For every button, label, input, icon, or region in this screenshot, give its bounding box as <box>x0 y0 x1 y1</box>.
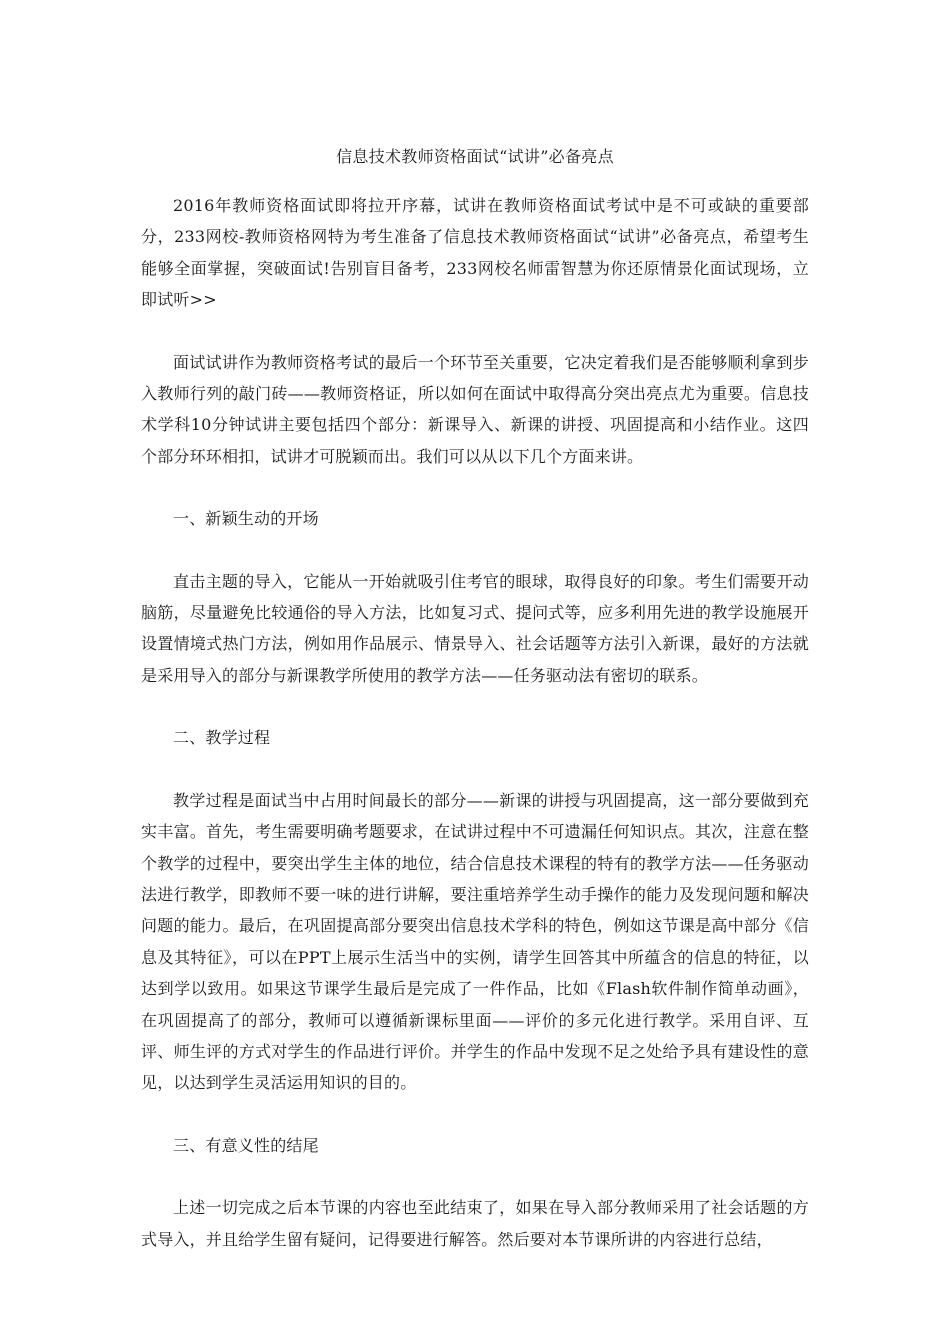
section-heading-ending: 三、有意义性的结尾 <box>173 1135 319 1155</box>
section-body-teaching-process: 教学过程是面试当中占用时间最长的部分——新课的讲授与巩固提高，这一部分要做到充实丰富。首先，考生需要明确考题要求，在试讲过程中不可遗漏任何知识点。其次，注意在整个教学的过程中，要突出学生主体的地位，结合信息技术课程的特有的教学方法——任务驱动法进行教学，即教师不要一味的进行讲解，要注重培养学生动手操作的能力及发现问题和解决问题的能力。最后，在巩固提高部分要突出信息技术学科的特色，例如这节课是高中部分《信息及其特征》，可以在PPT上展示生活当中的实例，请学生回答其中所蕴含的信息的特征，以达到学以致用。如果这节课学生最后是完成了一件作品，比如《Flash软件制作简单动画》，在巩固提高了的部分，教师可以遵循新课标里面——评价的多元化进行教学。采用自评、互评、师生评的方式对学生的作品进行评价。并学生的作品中发现不足之处给予具有建设性的意见，以达到学生灵活运用知识的目的。 <box>141 790 809 1093</box>
section-heading-opening: 一、新颖生动的开场 <box>173 509 319 529</box>
overview-paragraph: 面试试讲作为教师资格考试的最后一个环节至关重要，它决定着我们是否能够顺利拿到步入教师行列的敲门砖——教师资格证，所以如何在面试中取得高分突出亮点尤为重要。信息技术学科10分钟试讲主要包括四个部分：新课导入、新课的讲授、巩固提高和小结作业。这四个部分环环相扣，试讲才可脱颖而出。我们可以从以下几个方面来讲。 <box>141 352 809 466</box>
document-title: 信息技术教师资格面试“试讲”必备亮点 <box>336 147 614 166</box>
section-body-opening: 直击主题的导入，它能从一开始就吸引住考官的眼球，取得良好的印象。考生们需要开动脑筋，尽量避免比较通俗的导入方法，比如复习式、提问式等，应多利用先进的教学设施展开设置情境式热门方法，例如用作品展示、情景导入、社会话题等方法引入新课，最好的方法就是采用导入的部分与新课教学所使用的教学方法——任务驱动法有密切的联系。 <box>141 571 809 685</box>
section-heading-teaching-process: 二、教学过程 <box>173 728 271 748</box>
document-content <box>141 145 809 1286</box>
intro-paragraph: 2016年教师资格面试即将拉开序幕，试讲在教师资格面试考试中是不可或缺的重要部分，233网校-教师资格网特为考生准备了信息技术教师资格面试“试讲”必备亮点，希望考生能够全面掌握，突破面试!告别盲目备考，233网校名师雷智慧为你还原情景化面试现场，立即试听>> <box>141 196 809 310</box>
section-body-ending: 上述一切完成之后本节课的内容也至此结束了，如果在导入部分教师采用了社会话题的方式导入，并且给学生留有疑问，记得要进行解答。然后要对本节课所讲的内容进行总结， <box>141 1198 809 1249</box>
